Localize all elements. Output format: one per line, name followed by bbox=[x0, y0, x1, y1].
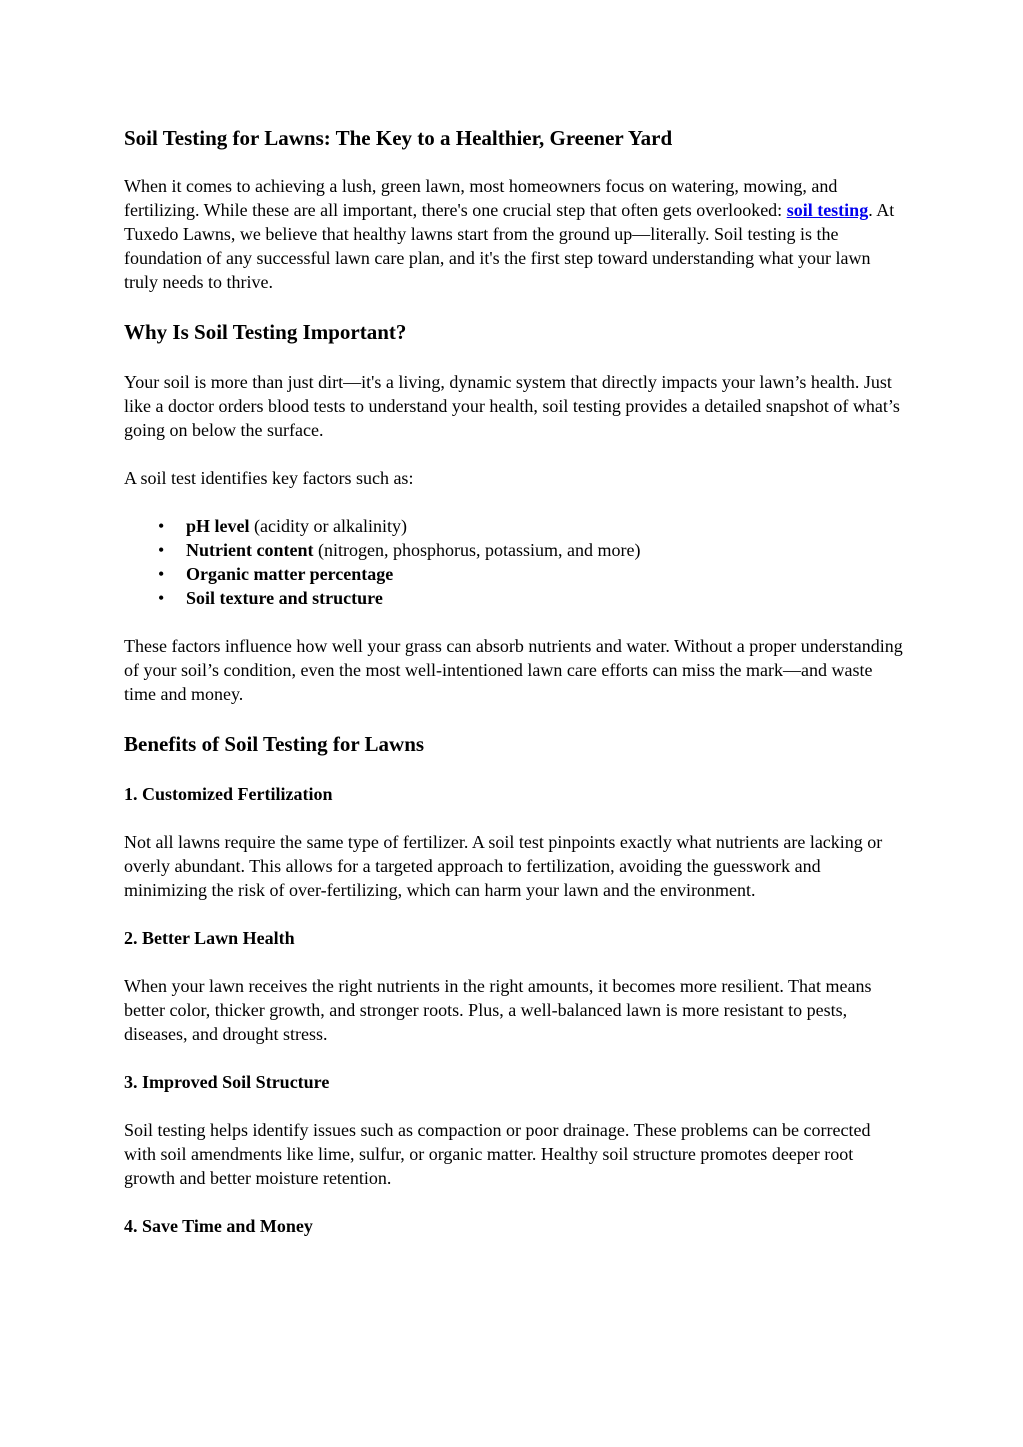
factor-rest: (acidity or alkalinity) bbox=[249, 516, 407, 536]
factor-bold: pH level bbox=[186, 516, 250, 536]
benefit-heading-3: 3. Improved Soil Structure bbox=[124, 1072, 330, 1092]
benefits-heading: Benefits of Soil Testing for Lawns bbox=[124, 732, 425, 756]
article-title: Soil Testing for Lawns: The Key to a Healthier, Greener Yard bbox=[124, 126, 673, 150]
benefit-heading-2: 2. Better Lawn Health bbox=[124, 928, 295, 948]
bullet-icon: • bbox=[158, 588, 165, 608]
bullet-icon: • bbox=[158, 516, 165, 536]
list-item bbox=[124, 562, 904, 586]
document-page bbox=[124, 124, 904, 1262]
bullet-icon: • bbox=[158, 540, 165, 560]
why-paragraph-2: A soil test identifies key factors such as: bbox=[124, 468, 414, 488]
intro-paragraph bbox=[124, 174, 904, 294]
list-item bbox=[124, 586, 904, 610]
factor-rest: (nitrogen, phosphorus, potassium, and more) bbox=[313, 540, 641, 560]
factors-list bbox=[124, 514, 904, 610]
factor-bold: Soil texture and structure bbox=[186, 588, 383, 608]
intro-text-before: When it comes to achieving a lush, green lawn, most homeowners focus on watering, mowing, and fertilizing. While these are all important, there's one crucial step that often gets overlooked: bbox=[124, 176, 838, 220]
benefit-heading-4: 4. Save Time and Money bbox=[124, 1216, 313, 1236]
benefit-body-1: Not all lawns require the same type of fertilizer. A soil test pinpoints exactly what nutrients are lacking or overly abundant. This allows for a targeted approach to fertilization, avoiding the guesswork and minimizing the risk of over-fertilizing, which can harm your lawn and the environment. bbox=[124, 832, 883, 900]
list-item bbox=[124, 514, 904, 538]
benefit-body-3: Soil testing helps identify issues such as compaction or poor drainage. These problems can be corrected with soil amendments like lime, sulfur, or organic matter. Healthy soil structure promotes deeper root growth and better moisture retention. bbox=[124, 1120, 871, 1188]
factor-bold: Organic matter percentage bbox=[186, 564, 394, 584]
list-item bbox=[124, 538, 904, 562]
intro-text-after: . At Tuxedo Lawns, we believe that healthy lawns start from the ground up—literally. Soil testing is the foundation of any successful lawn care plan, and it's the first step toward understanding what your lawn truly needs to thrive. bbox=[124, 200, 895, 292]
factor-bold: Nutrient content bbox=[186, 540, 314, 560]
why-heading: Why Is Soil Testing Important? bbox=[124, 320, 407, 344]
benefit-body-2: When your lawn receives the right nutrients in the right amounts, it becomes more resilient. That means better color, thicker growth, and stronger roots. Plus, a well-balanced lawn is more resistant to pests, diseases, and drought stress. bbox=[124, 976, 872, 1044]
why-paragraph-3: These factors influence how well your grass can absorb nutrients and water. Without a proper understanding of your soil’s condition, even the most well-intentioned lawn care efforts can miss the mark—and waste time and money. bbox=[124, 636, 903, 704]
soil-testing-link[interactable]: soil testing bbox=[786, 200, 869, 220]
bullet-icon: • bbox=[158, 564, 165, 584]
benefit-heading-1: 1. Customized Fertilization bbox=[124, 784, 333, 804]
why-paragraph-1: Your soil is more than just dirt—it's a living, dynamic system that directly impacts your lawn’s health. Just like a doctor orders blood tests to understand your health, soil testing provides a detailed snapshot of what’s going on below the surface. bbox=[124, 372, 900, 440]
